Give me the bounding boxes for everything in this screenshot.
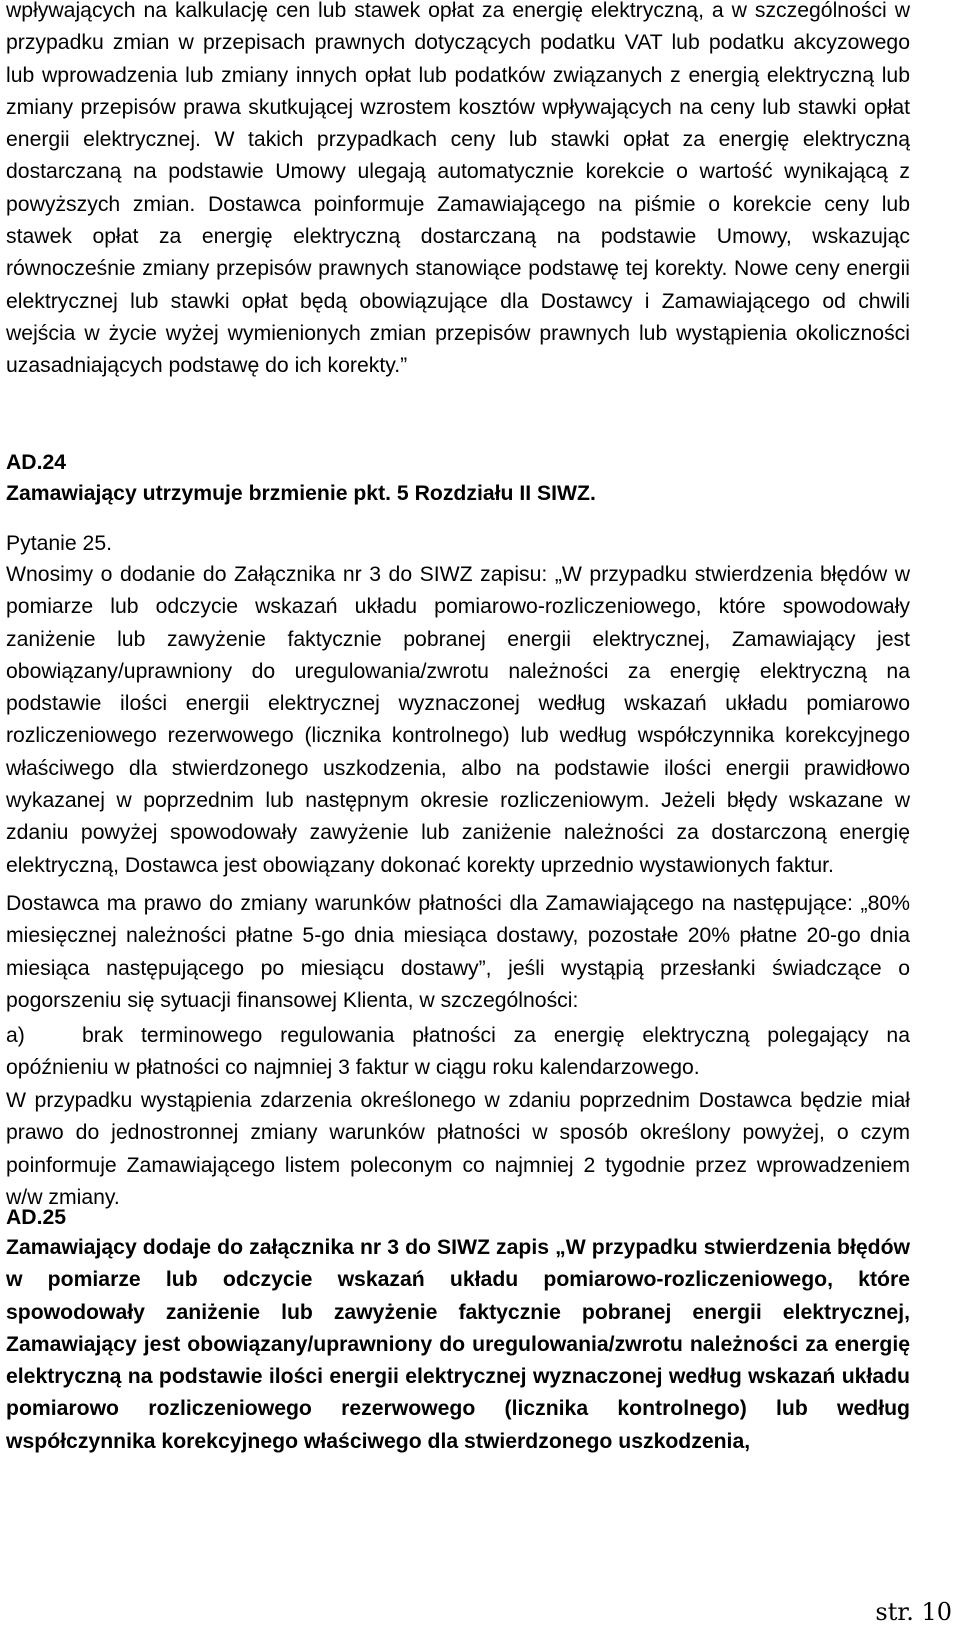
question-25-title: Pytanie 25.	[6, 532, 113, 555]
paragraph-continued: wpływających na kalkulację cen lub stawek opłat za energię elektryczną, a w szczególności w przypadku zmian w przepisach prawnych dotyczących podatku VAT lub podatku akcyzowego lub wprowadzenia lub zmiany innych opłat lub podatków związanych z energią elektryczną lub zmiany przepisów prawa skutkującej wzrostem kosztów wpływających na ceny lub stawki opłat energii elektrycznej. W takich przypadkach ceny lub stawki opłat za energię elektryczną dostarczaną na podstawie Umowy ulegają automatycznie korekcie o wartość wynikającą z powyższych zmian. Dostawca poinformuje Zamawiającego na piśmie o korekcie ceny lub stawek opłat za energię elektryczną dostarczaną na podstawie Umowy, wskazując równocześnie zmiany przepisów prawnych stanowiące podstawę tej korekty. Nowe ceny energii elektrycznej lub stawki opłat będą obowiązujące dla Dostawcy i Zamawiającego od chwili wejścia w życie wyżej wymienionych zmian przepisów prawnych lub wystąpienia okoliczności uzasadniających podstawę do ich korekty.”	[6, 0, 910, 378]
ad25-answer: Zamawiający dodaje do załącznika nr 3 do SIWZ zapis „W przypadku stwierdzenia błędów w pomiarze lub odczycie wskazań układu pomiarowo-rozliczeniowego, które spowodowały zaniżenie lub zawyżenie faktycznie pobranej energii elektrycznej, Zamawiający jest obowiązany/uprawniony do uregulowania/zwrotu należności za energię elektryczną na podstawie ilości energii elektrycznej wyznaczonej według wskazań układu pomiarowo rozliczeniowego rezerwowego (licznika kontrolnego) lub według współczynnika korekcyjnego właściwego dla stwierdzonego uszkodzenia,	[6, 1236, 910, 1453]
item-a-letter: a)	[6, 1024, 25, 1047]
question-25-paragraph-2: Dostawca ma prawo do zmiany warunków płatności dla Zamawiającego na następujące: „80% miesięcznej należności płatne 5-go dnia miesiąca dostawy, pozostałe 20% płatne 20-go dnia miesiąca następującego po miesiącu dostawy”, jeśli wystąpią przesłanki świadczące o pogorszeniu się sytuacji finansowej Klienta, w szczególności:	[6, 892, 910, 1012]
ad24-label: AD.24	[6, 451, 67, 474]
item-a-text: brak terminowego regulowania płatności za energię elektryczną polegający na opóźnieniu w płatności co najmniej 3 faktur w ciągu roku kalendarzowego.	[6, 1024, 910, 1080]
ad24-answer: Zamawiający utrzymuje brzmienie pkt. 5 Rozdziału II SIWZ.	[6, 482, 596, 505]
question-25-paragraph-1: Wnosimy o dodanie do Załącznika nr 3 do SIWZ zapisu: „W przypadku stwierdzenia błędów w pomiarze lub odczycie wskazań układu pomiarowo-rozliczeniowego, które spowodowały zaniżenie lub zawyżenie faktycznie pobranej energii elektrycznej, Zamawiający jest obowiązany/uprawniony do uregulowania/zwrotu należności za energię elektryczną na podstawie ilości energii elektrycznej wyznaczonej według wskazań układu pomiarowo rozliczeniowego rezerwowego (licznika kontrolnego) lub według współczynnika korekcyjnego właściwego dla stwierdzonego uszkodzenia, albo na podstawie ilości energii prawidłowo wykazanej w poprzednim lub następnym okresie rozliczeniowym. Jeżeli błędy wskazane w zdaniu powyżej spowodowały zawyżenie lub zaniżenie należności za dostarczoną energię elektryczną, Dostawca jest obowiązany dokonać korekty uprzednio wystawionych faktur.	[6, 563, 910, 877]
ad25-label: AD.25	[6, 1206, 67, 1229]
question-25-item-a	[6, 1020, 910, 1085]
question-25-paragraph-3: W przypadku wystąpienia zdarzenia określonego w zdaniu poprzednim Dostawca będzie miał prawo do jednostronnej zmiany warunków płatności w sposób określony powyżej, o czym poinformuje Zamawiającego listem poleconym co najmniej 2 tygodnie przez wprowadzeniem w/w zmiany.	[6, 1089, 910, 1209]
page-number: str. 10	[875, 1598, 952, 1626]
